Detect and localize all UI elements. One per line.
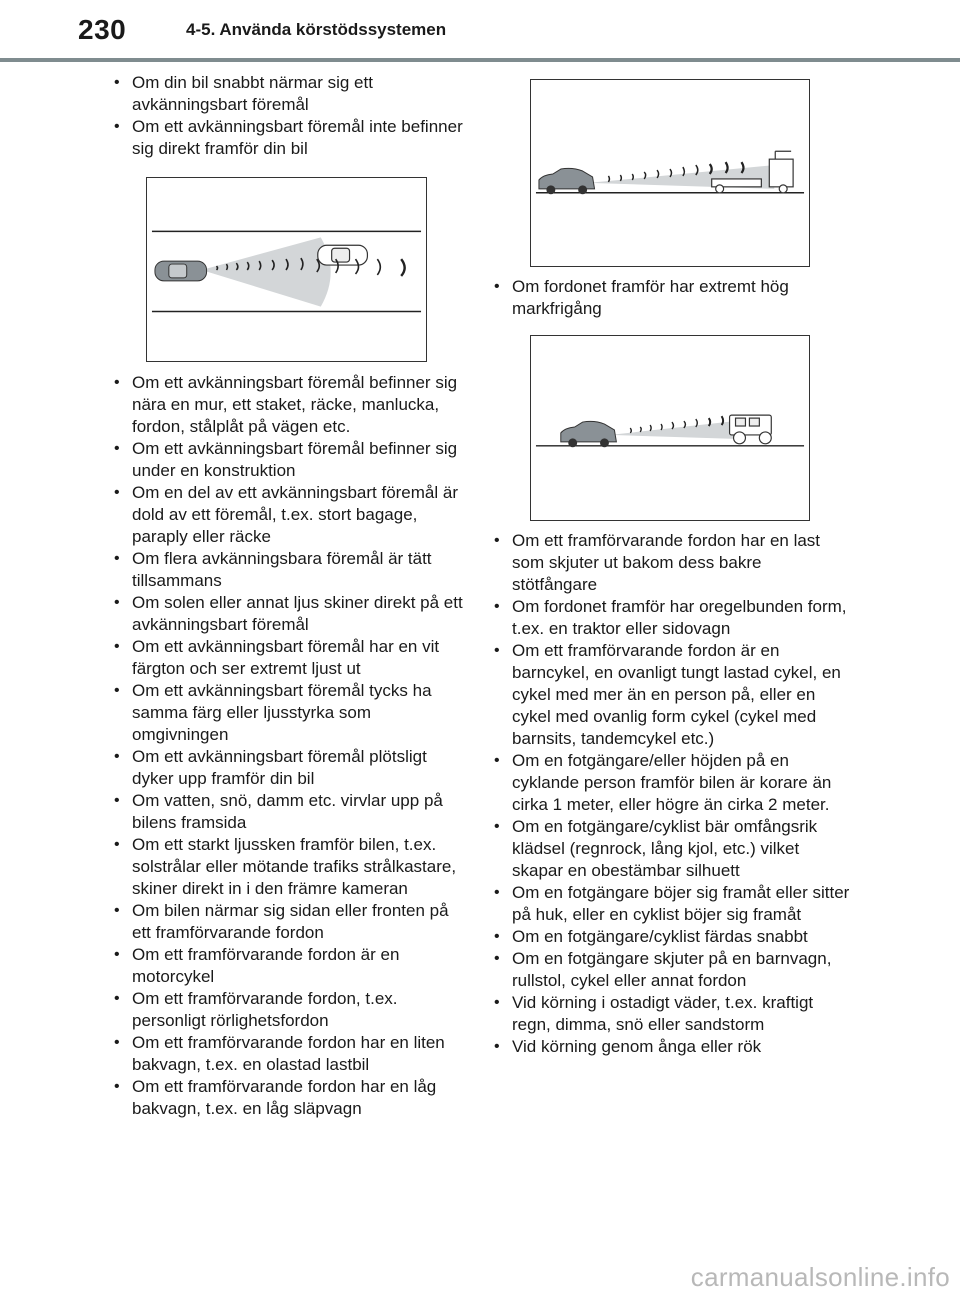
list-item: • Om ett framförvarande fordon, t.ex. personligt rörlighetsfordon [110,988,466,1032]
list-item: • Om en fotgängare böjer sig framåt eller sitter på huk, eller en cyklist böjer sig framåt [490,882,850,926]
list-item: • Om en del av ett avkänningsbart föremål är dold av ett föremål, t.ex. stort bagage, paraply eller räcke [110,482,466,548]
own-car-icon [561,421,617,446]
own-car-icon [155,261,207,281]
list-item: • Om fordonet framför har oregelbunden form, t.ex. en traktor eller sidovagn [490,596,850,640]
list-item: • Om ett framförvarande fordon har en liten bakvagn, t.ex. en olastad lastbil [110,1032,466,1076]
list-item: • Vid körning i ostadigt väder, t.ex. kraftigt regn, dimma, snö eller sandstorm [490,992,850,1036]
list-item: • Om bilen närmar sig sidan eller fronten på ett framförvarande fordon [110,900,466,944]
section-title: 4-5. Använda körstödssystemen [186,20,447,39]
bullet-list [110,372,466,1120]
left-column-bottom [110,372,466,1120]
list-item: • Om ett framförvarande fordon har en låg bakvagn, t.ex. en låg släpvagn [110,1076,466,1120]
list-item: • Om ett avkänningsbart föremål har en vit färgton och ser extremt ljust ut [110,636,466,680]
list-item: • Om solen eller annat ljus skiner direkt på ett avkänningsbart föremål [110,592,466,636]
list-item: • Vid körning genom ånga eller rök [490,1036,850,1058]
figure-high-clearance [530,335,810,521]
list-item: • Om ett starkt ljussken framför bilen, t.ex. solstrålar eller mötande trafiks strålkastare, skiner direkt in i den främre kameran [110,834,466,900]
figure-offset-vehicle [146,177,427,362]
list-item: • Om en fotgängare/eller höjden på en cyklande person framför bilen är korare än cirka 1 meter, eller högre än cirka 2 meter. [490,750,850,816]
own-car-icon [539,168,595,193]
list-item: • Om ett framförvarande fordon är en barncykel, en ovanligt tungt lastad cykel, en cykel med mer än en person på, eller en cykel med ovanlig form cykel (cykel med barnsits, tandemcykel etc.) [490,640,850,750]
right-column-bottom [490,530,850,1058]
list-item: • Om fordonet framför har extremt hög markfrigång [490,276,850,320]
figure-trailer [530,79,810,267]
list-item: • Om ett avkänningsbart föremål plötsligt dyker upp framför din bil [110,746,466,790]
bullet-list [490,276,850,320]
list-item: • Om en fotgängare skjuter på en barnvagn, rullstol, cykel eller annat fordon [490,948,850,992]
list-item: • Om ett framförvarande fordon har en last som skjuter ut bakom dess bakre stötfångare [490,530,850,596]
list-item: • Om en fotgängare/cyklist färdas snabbt [490,926,850,948]
target-car-icon [318,245,368,265]
page-number: 230 [78,14,127,45]
list-item: • Om ett avkänningsbart föremål befinner sig under en konstruktion [110,438,466,482]
list-item: • Om en fotgängare/cyklist bär omfångsrik klädsel (regnrock, lång kjol, etc.) vilket skapar en obestämbar silhuett [490,816,850,882]
bullet-list [110,72,466,160]
bullet-list [490,530,850,1058]
watermark: carmanualsonline.info [690,1262,950,1292]
right-column-middle [490,276,850,320]
page-header [0,0,960,70]
list-item: • Om ett avkänningsbart föremål inte befinner sig direkt framför din bil [110,116,466,160]
list-item: • Om din bil snabbt närmar sig ett avkänningsbart föremål [110,72,466,116]
suv-icon [730,415,772,444]
list-item: • Om ett framförvarande fordon är en motorcykel [110,944,466,988]
list-item: • Om ett avkänningsbart föremål tycks ha samma färg eller ljusstyrka som omgivningen [110,680,466,746]
list-item: • Om ett avkänningsbart föremål befinner sig nära en mur, ett staket, räcke, manlucka, fordon, stålplåt på vägen etc. [110,372,466,438]
list-item: • Om flera avkänningsbara föremål är tätt tillsammans [110,548,466,592]
left-column-top [110,72,466,160]
list-item: • Om vatten, snö, damm etc. virvlar upp på bilens framsida [110,790,466,834]
header-divider [0,58,960,62]
